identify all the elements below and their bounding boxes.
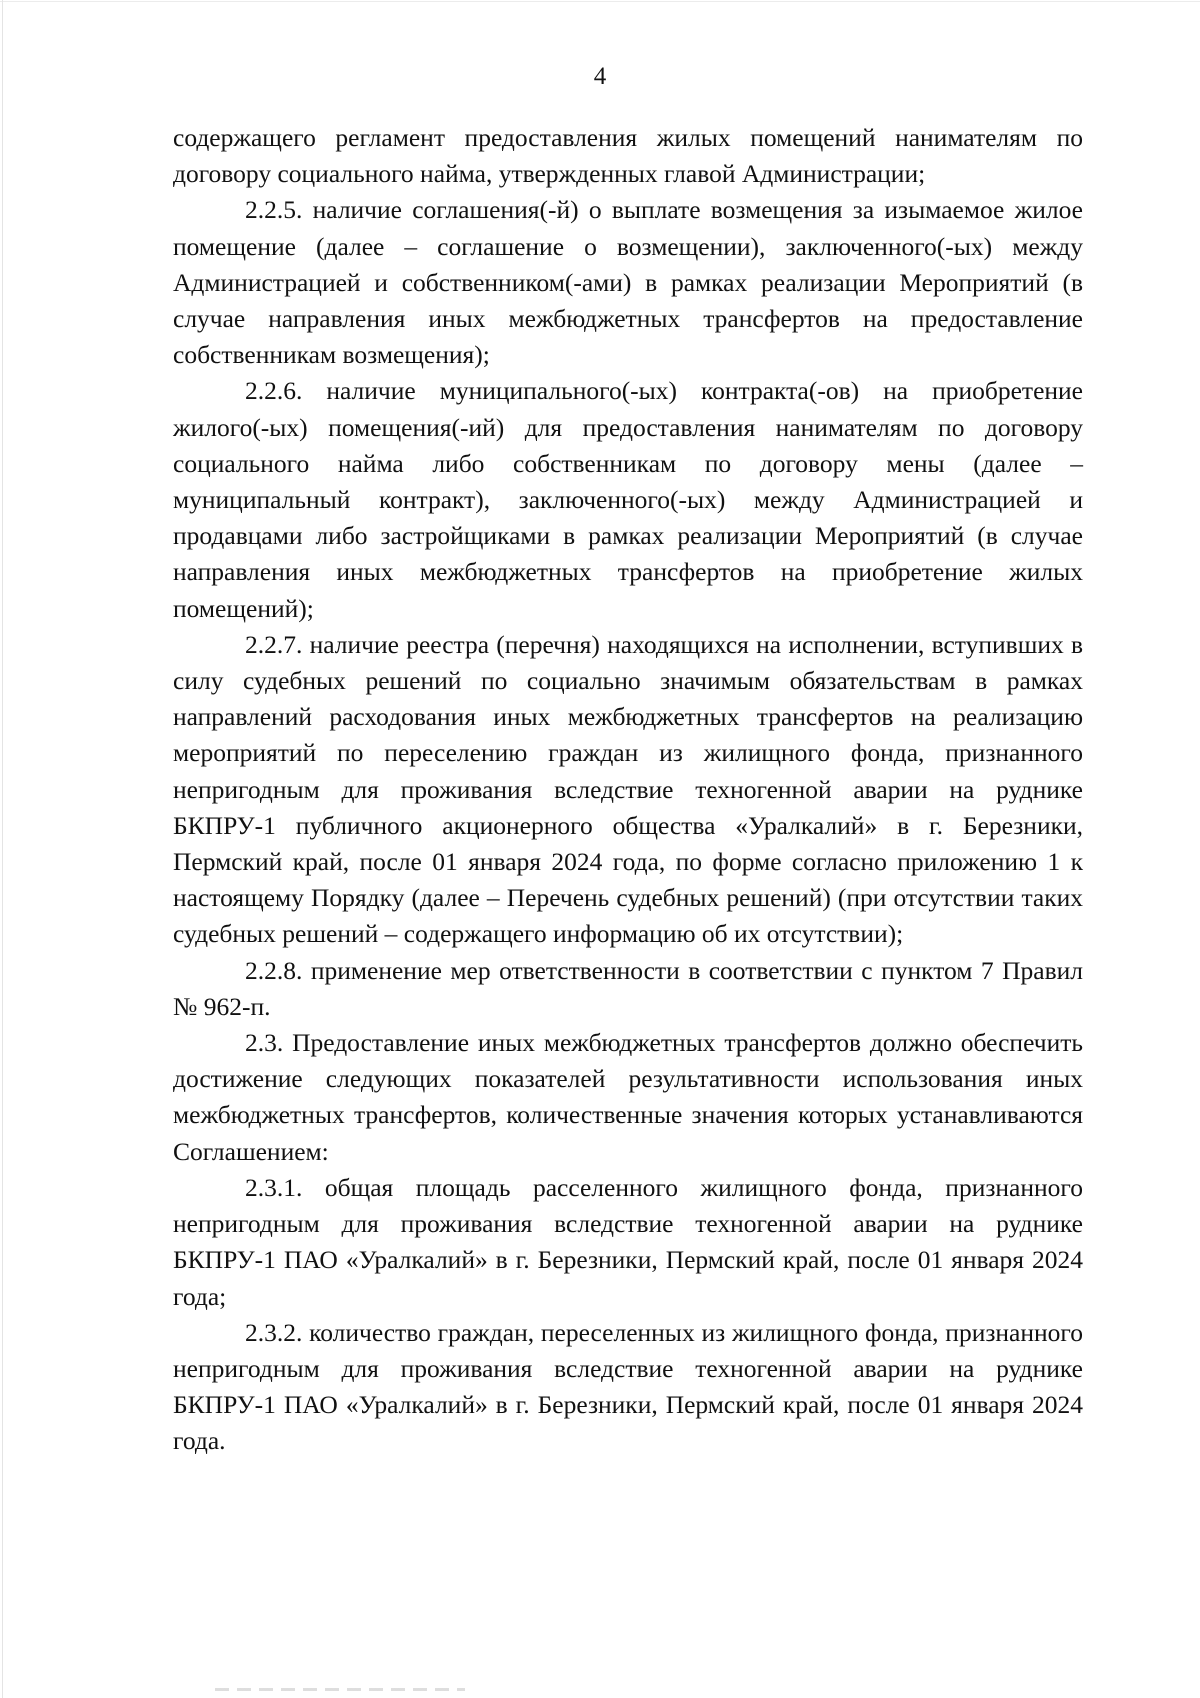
paragraph-2-2-5: 2.2.5. наличие соглашения(-й) о выплате возмещения за изымаемое жилое помещение (далее – соглашение о возмещении), заключенного(-ых) между Администрацией и собственником(-ами) в рамках реализации Мероприятий (в случае направления иных межбюджетных трансфертов на предоставление собственникам возмещения); — [173, 195, 1083, 370]
scan-left-edge — [2, 0, 3, 1698]
paragraph-2-2-8: 2.2.8. применение мер ответственности в соответствии с пунктом 7 Правил № 962-п. — [173, 955, 1083, 1021]
paragraph-2-3-2: 2.3.2. количество граждан, переселенных из жилищного фонда, признанного непригодным для проживания вследствие техногенной аварии на руднике БКПРУ-1 ПАО «Уралкалий» в г. Березники, Пермский край, после 01 января 2024 года. — [173, 1317, 1083, 1456]
paragraph-2-2-6: 2.2.6. наличие муниципального(-ых) контракта(-ов) на приобретение жилого(-ых) помещения(-ий) для предоставления нанимателям по договору социального найма либо собственникам по договору мены (далее – муниципальный контракт), заключенного(-ых) между Администрацией и продавцами либо застройщиками в рамках реализации Мероприятий (в случае направления иных межбюджетных трансфертов на приобретение жилых помещений); — [173, 376, 1083, 623]
scan-bottom-artifact — [215, 1688, 465, 1691]
paragraph-2-2-7: 2.2.7. наличие реестра (перечня) находящихся на исполнении, вступивших в силу судебных решений по социально значимым обязательствам в рамках направлений расходования иных межбюджетных трансфертов на реализацию мероприятий по переселению граждан из жилищного фонда, признанного непригодным для проживания вследствие техногенной аварии на руднике БКПРУ-1 публичного акционерного общества «Уралкалий» в г. Березники, Пермский край, после 01 января 2024 года, по форме согласно приложению 1 к настоящему Порядку (далее – Перечень судебных решений) (при отсутствии таких судебных решений – содержащего информацию об их отсутствии); — [173, 629, 1083, 949]
paragraph-2-3: 2.3. Предоставление иных межбюджетных трансфертов должно обеспечить достижение следующих показателей результативности использования иных межбюджетных трансфертов, количественные значения которых устанавливаются Соглашением: — [173, 1028, 1083, 1166]
paragraph-2-3-1: 2.3.1. общая площадь расселенного жилищного фонда, признанного непригодным для проживания вследствие техногенной аварии на руднике БКПРУ-1 ПАО «Уралкалий» в г. Березники, Пермский край, после 01 января 2024 года; — [173, 1172, 1083, 1311]
scan-top-edge — [0, 1, 1200, 2]
page-number: 4 — [593, 63, 607, 90]
paragraph-continuation: содержащего регламент предоставления жилых помещений нанимателям по договору социального найма, утвержденных главой Администрации; — [173, 123, 1083, 189]
document-body — [173, 120, 1083, 1460]
